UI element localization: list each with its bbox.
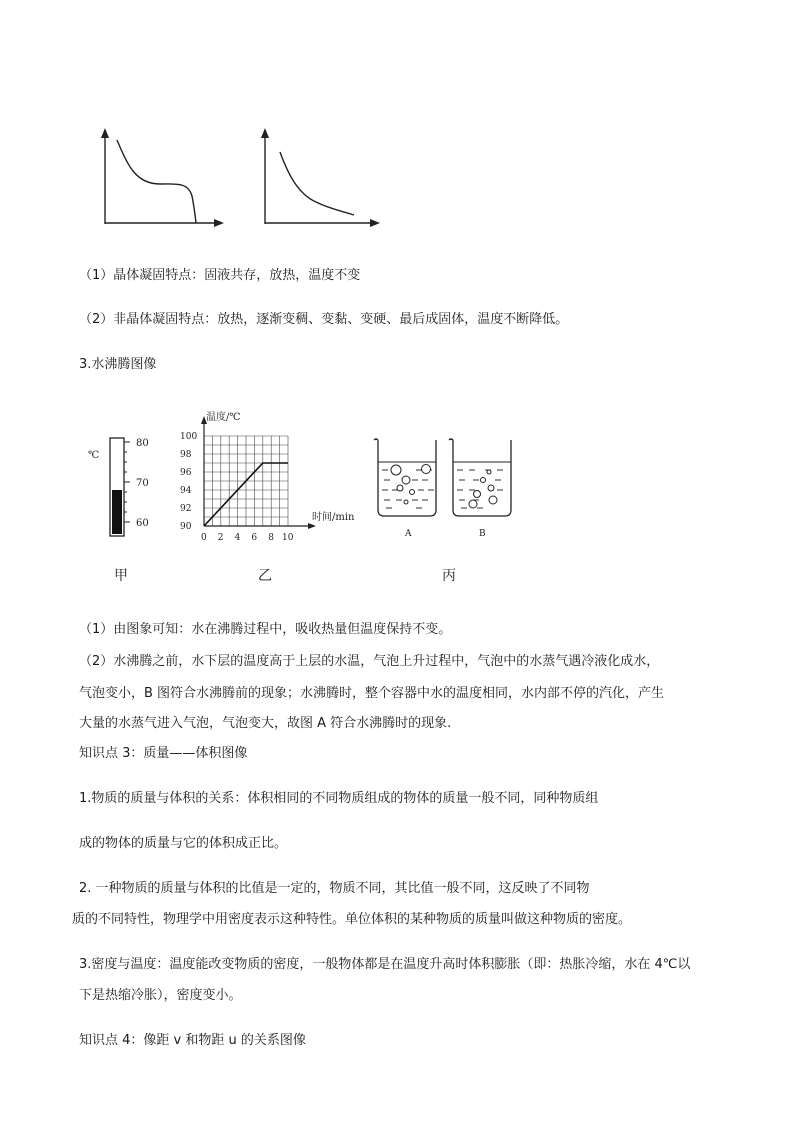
crystal-solidification-note: （1）晶体凝固特点：固液共存，放热，温度不变 [79,268,361,283]
beaker-b-bubbles [469,470,497,508]
graph-ylabel: 温度/℃ [206,412,241,423]
mass-volume-relation-line-2: 成的物体的质量与它的体积成正比。 [79,836,288,851]
density-temperature-line-1: 3.密度与温度：温度能改变物质的密度，一般物体都是在温度升高时体积膨胀（即：热胀冷缩，水在 4℃以 [79,957,691,972]
graph-xtick-label: 2 [217,533,224,543]
graph-ytick-label: 98 [180,450,192,460]
caption-jia: 甲 [114,568,128,584]
thermometer-tick-70: 70 [136,478,149,489]
density-definition-line-2: 质的不同特性，物理学中用密度表示这种特性。单位体积的某种物质的质量叫做这种物质的密度。 [72,912,632,927]
graph-ytick-label: 100 [180,432,198,442]
boiling-conclusion-1: （1）由图象可知：水在沸腾过程中，吸收热量但温度保持不变。 [79,622,452,637]
amorphous-solidification-note: （2）非晶体凝固特点：放热，逐渐变稠、变黏、变硬、最后成固体，温度不断降低。 [79,312,569,327]
y-axis-arrow [261,128,269,138]
knowledge-point-4-heading: 知识点 4：像距 v 和物距 u 的关系图像 [79,1033,306,1048]
x-axis-arrow [214,219,224,227]
graph-x-arrow [308,523,316,529]
beaker-a-label: A [405,529,412,539]
thermometer-tick-80: 80 [136,438,149,449]
graph-xtick-label: 4 [234,533,241,543]
caption-bing: 丙 [442,568,456,584]
graph-xtick-label: 8 [268,533,274,543]
graph-ytick-label: 96 [180,468,192,478]
crystal-solidification-graph [96,124,226,228]
x-axis-arrow [370,219,380,227]
graph-ytick-label: 94 [180,486,192,496]
beaker-a-bubbles [391,465,431,505]
boiling-temperature-graph [178,404,368,550]
density-temperature-line-2: 下是热缩冷胀），密度变小。 [79,988,242,1003]
mass-volume-relation-line-1: 1.物质的质量与体积的关系：体积相同的不同物质组成的物体的质量一般不同，同种物质组 [79,791,599,806]
graph-xtick-label: 6 [251,533,258,543]
thermometer-tick-60: 60 [136,518,149,529]
thermometer-unit: ℃ [88,450,100,461]
graph-ytick-label: 90 [180,522,192,532]
amorphous-solidification-graph [258,124,382,228]
knowledge-point-3-heading: 知识点 3：质量——体积图像 [79,746,248,761]
boiling-explanation-line-2: 气泡变小，B 图符合水沸腾前的现象；水沸腾时，整个容器中水的温度相同，水内部不停的汽化，产生 [79,686,665,701]
density-definition-line-1: 2. 一种物质的质量与体积的比值是一定的，物质不同，其比值一般不同，这反映了不同物 [79,881,590,896]
graph-ytick-label: 92 [180,504,192,514]
beaker-b-figure [447,436,517,542]
thermometer-liquid-column [112,490,122,534]
beaker-b-outline [449,439,511,516]
y-axis-arrow [101,128,109,138]
thermometer-figure [84,436,156,540]
graph-xtick-label: 0 [201,533,207,543]
beaker-a-figure [372,436,442,542]
beaker-b-label: B [479,529,486,539]
section-heading-boiling: 3.水沸腾图像 [79,357,157,372]
solidification-curve [280,152,354,215]
boiling-explanation-line-1: （2）水沸腾之前，水下层的温度高于上层的水温，气泡上升过程中，气泡中的水蒸气遇冷液化成水， [79,654,660,669]
graph-xtick-label: 10 [282,533,294,543]
graph-xlabel: 时间/min [312,512,355,523]
boiling-explanation-line-3: 大量的水蒸气进入气泡，气泡变大，故图 A 符合水沸腾时的现象. [79,716,452,731]
caption-yi: 乙 [258,568,272,584]
solidification-curve [117,140,196,223]
